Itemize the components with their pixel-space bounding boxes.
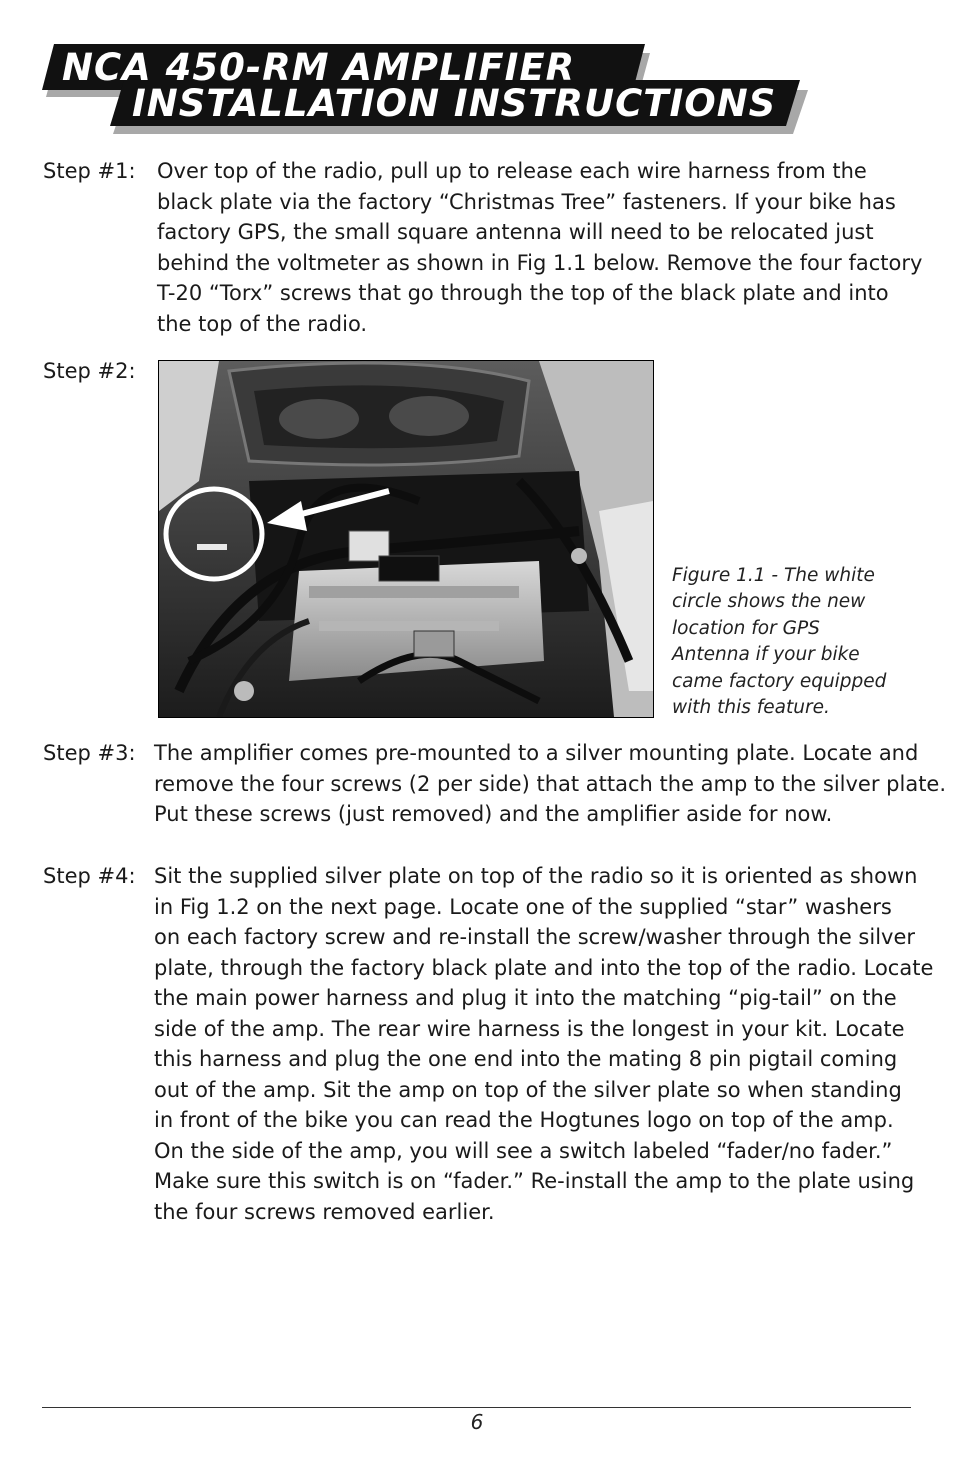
figure-caption bbox=[672, 563, 922, 721]
step-4-line: side of the amp. The rear wire harness is the longest in your kit. Locate bbox=[154, 1016, 905, 1041]
step-1-line: black plate via the factory “Christmas Tree” fasteners. If your bike has bbox=[157, 189, 896, 214]
figure-1-1-photo bbox=[158, 360, 654, 718]
caption-line: Figure 1.1 - The white bbox=[672, 565, 875, 586]
caption-line: Antenna if your bike bbox=[672, 644, 860, 666]
step-4-line: On the side of the amp, you will see a switch labeled “fader/no fader.” bbox=[154, 1138, 893, 1163]
caption-line: location for GPS bbox=[672, 617, 820, 639]
motorcycle-radio-photo bbox=[159, 361, 653, 717]
step-3-line: Put these screws (just removed) and the amplifier aside for now. bbox=[154, 802, 833, 826]
caption-line: with this feature. bbox=[672, 697, 830, 719]
step-1-line: T-20 “Torx” screws that go through the top of the black plate and into bbox=[157, 281, 889, 305]
step-1-line: Over top of the radio, pull up to release each wire harness from the bbox=[157, 159, 867, 183]
step-4-line: on each factory screw and re-install the screw/washer through the silver bbox=[154, 925, 916, 949]
step-1-line: factory GPS, the small square antenna will need to be relocated just bbox=[157, 220, 874, 244]
title-line-1: NCA 450-RM AMPLIFIER bbox=[62, 46, 576, 89]
step-1-label: Step #1: bbox=[43, 159, 136, 183]
step-1-text bbox=[157, 156, 922, 339]
title-banner bbox=[0, 0, 954, 150]
title-line-2: INSTALLATION INSTRUCTIONS bbox=[132, 82, 777, 125]
step-4-line: out of the amp. Sit the amp on top of the silver plate so when standing bbox=[154, 1077, 902, 1102]
step-4-line: in Fig 1.2 on the next page. Locate one of the supplied “star” washers bbox=[154, 894, 892, 919]
step-4-line: in front of the bike you can read the Hogtunes logo on top of the amp. bbox=[154, 1108, 894, 1132]
step-4-label: Step #4: bbox=[43, 864, 136, 888]
step-4-line: Make sure this switch is on “fader.” Re-install the amp to the plate using bbox=[154, 1169, 915, 1193]
caption-line: circle shows the new bbox=[672, 591, 866, 613]
step-4-line: the four screws removed earlier. bbox=[154, 1199, 495, 1224]
step-3-line: remove the four screws (2 per side) that attach the amp to the silver plate. bbox=[154, 771, 947, 796]
step-4-line: Sit the supplied silver plate on top of the radio so it is oriented as shown bbox=[154, 864, 918, 888]
step-3-line: The amplifier comes pre-mounted to a silver mounting plate. Locate and bbox=[154, 741, 919, 765]
step-3-label: Step #3: bbox=[43, 741, 136, 765]
step-4-line: plate, through the factory black plate and into the top of the radio. Locate bbox=[154, 955, 934, 980]
step-4-line: the main power harness and plug it into the matching “pig-tail” on the bbox=[154, 986, 897, 1010]
step-3-text bbox=[154, 738, 946, 830]
step-1-line: behind the voltmeter as shown in Fig 1.1 below. Remove the four factory bbox=[157, 250, 923, 275]
step-4-line: this harness and plug the one end into the mating 8 pin pigtail coming bbox=[154, 1047, 898, 1071]
footer-divider bbox=[42, 1407, 911, 1408]
step-1-line: the top of the radio. bbox=[157, 311, 368, 336]
step-2-label: Step #2: bbox=[43, 359, 136, 383]
page-number: 6 bbox=[470, 1410, 484, 1434]
step-4-text bbox=[154, 861, 933, 1227]
caption-line: came factory equipped bbox=[672, 670, 887, 692]
